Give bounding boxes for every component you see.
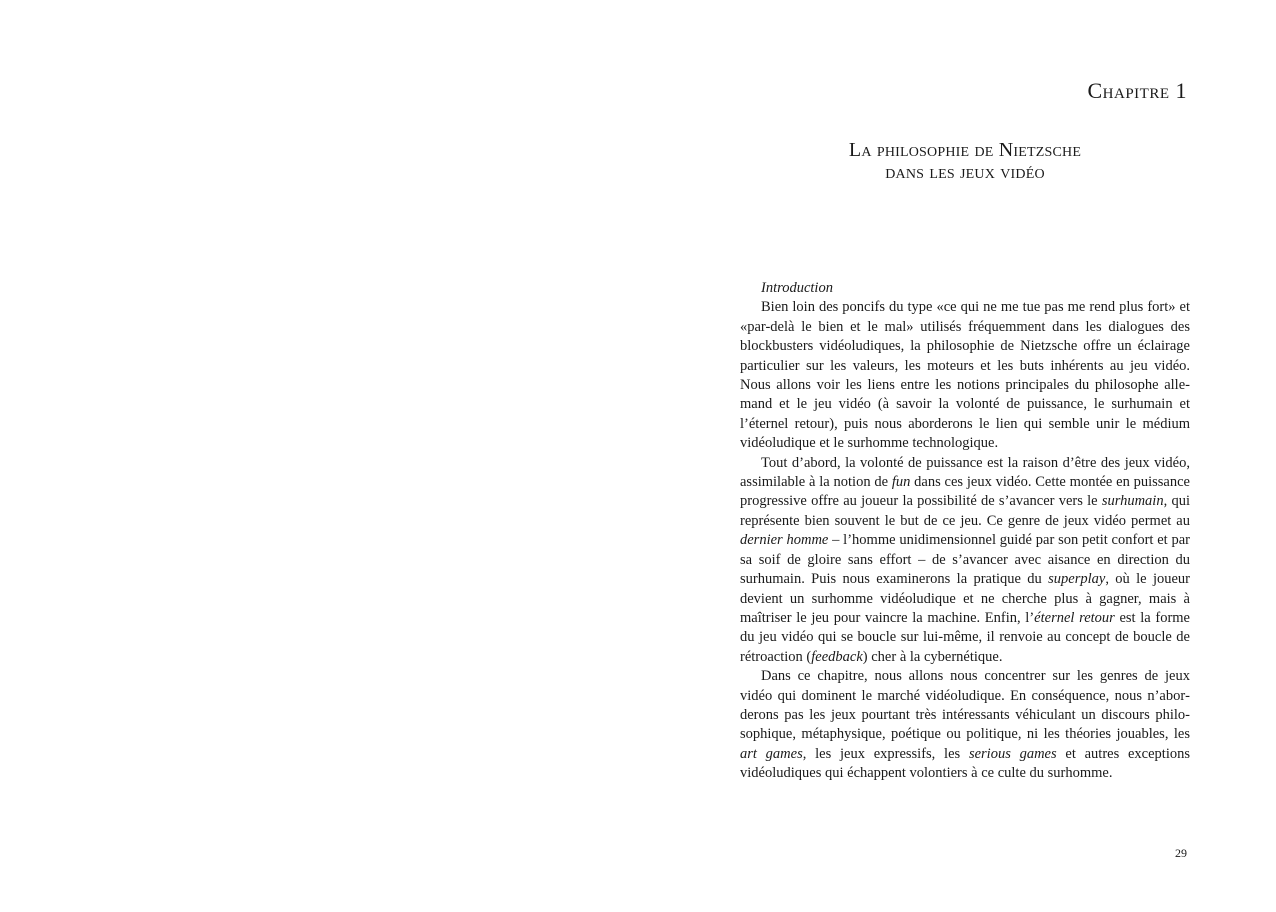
italic-term: fun <box>891 474 911 491</box>
text-run: – l’homme unidimensionnel guidé par son petit confort et par sa soif de gloire sans effort – de s’avancer avec aisance en direction du surhumain. Puis nous examinerons la pratique du <box>740 532 1190 588</box>
chapter-title-line-2: dans les jeux vidéo <box>885 161 1045 183</box>
text-run: Tout d’abord, la volonté de puissance est la raison d’être des jeux vidéo, assimilable à la notion de <box>740 454 1190 491</box>
text-run: ) cher à la cybernétique. <box>862 648 1003 665</box>
italic-term: art games <box>740 745 803 762</box>
italic-term: feedback <box>811 648 863 665</box>
text-run: et autres exceptions vidéoludiques qui échappent volontiers à ce culte du surhomme. <box>740 745 1190 782</box>
section-heading: Introduction <box>761 280 833 296</box>
italic-term: dernier homme <box>740 532 829 549</box>
italic-term: serious games <box>968 745 1057 762</box>
text-run: dans ces jeux vidéo. Cette montée en puissance progressive offre au joueur la possibilité de s’avancer vers le <box>740 474 1190 510</box>
italic-term: éternel retour <box>1034 609 1115 626</box>
chapter-label: Chapitre 1 <box>1087 78 1187 103</box>
chapter-title-line-1: La philosophie de Nietzsche <box>848 139 1082 161</box>
paragraph <box>740 667 1190 783</box>
text-run: est la forme du jeu vidéo qui se boucle sur lui-même, il renvoie au concept de boucle de rétroaction ( <box>740 609 1190 665</box>
text-run: Dans ce chapitre, nous allons nous concentrer sur les genres de jeux vidéo qui dominent le marché vidéoludique. En conséquence, nous n’aborderons pas les jeux pourtant très intéressants véhiculant un discours philosophique, métaphysique, poétique ou politique, ni les théories jouables, les <box>740 668 1190 743</box>
text-run: , qui représente bien souvent le but de ce jeu. Ce genre de jeux vidéo permet au <box>740 493 1190 529</box>
page-number: 29 <box>1175 846 1187 860</box>
text-run: , les jeux expressifs, les <box>802 745 969 762</box>
body-text <box>740 279 1190 784</box>
italic-term: surhumain <box>1101 493 1164 510</box>
text-run: , où le joueur devient un surhomme vidéoludique et ne cherche plus à gagner, mais à maîtriser le jeu pour vaincre la machine. Enfin, l’ <box>740 571 1190 626</box>
italic-term: superplay <box>1048 571 1106 588</box>
paragraph <box>740 298 1190 453</box>
right-page <box>638 0 1276 912</box>
text-run: Bien loin des poncifs du type «ce qui ne me tue pas me rend plus fort» et «par-delà le bien et le mal» utilisés fréquemment dans les dialogues des blockbusters vidéoludiques, la philosophie de Nietzsche offre un éclairage particulier sur les valeurs, les moteurs et les buts inhérents au jeu vidéo. Nous allons voir les liens entre les notions principales du philosophe allemand et le jeu vidéo (à savoir la volonté de puissance, le surhumain et l’éternel retour), puis nous aborderons le lien qui semble unir le médium vidéoludique et le surhomme technologique. <box>740 299 1190 452</box>
paragraph <box>740 454 1190 667</box>
chapter-title <box>740 139 1190 183</box>
